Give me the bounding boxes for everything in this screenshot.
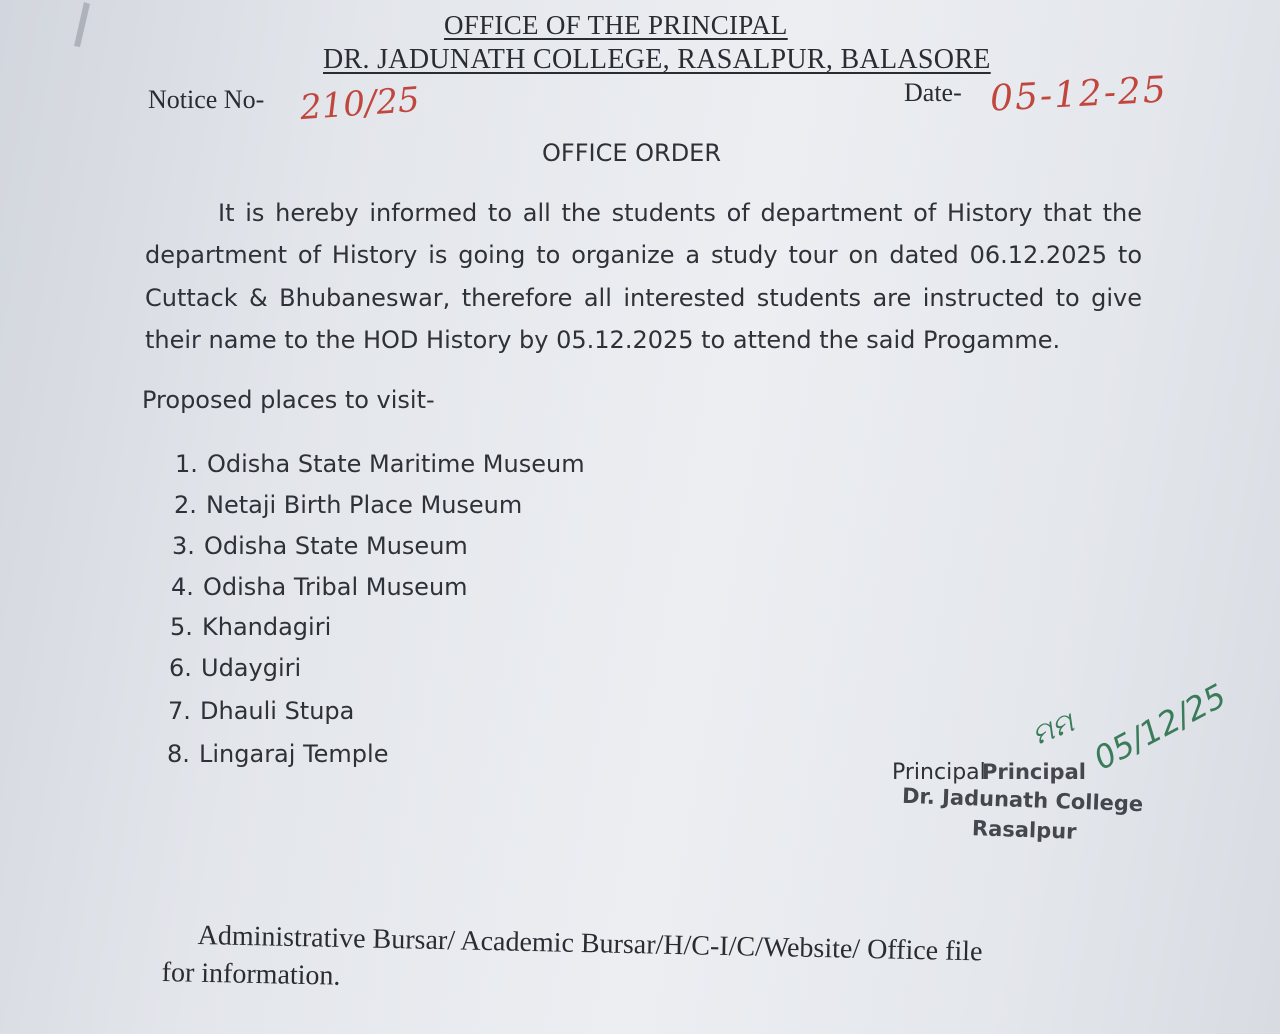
list-item (175, 450, 585, 478)
signature-date: 05/12/25 (1087, 676, 1233, 778)
date-label: Date- (904, 78, 962, 107)
list-item (171, 573, 468, 601)
list-item-number: 1. (175, 450, 198, 478)
footer-distribution: Administrative Bursar/ Academic Bursar/H/C-I/C/Website/ Office file (197, 920, 983, 968)
body-line: department of History is going to organize a study tour on dated 06.12.2025 to (145, 241, 1142, 269)
body-line: their name to the HOD History by 05.12.2025 to attend the said Progamme. (145, 326, 1061, 354)
list-item-number: 7. (168, 697, 191, 725)
list-item-name: Odisha State Maritime Museum (207, 450, 585, 478)
places-label: Proposed places to visit- (142, 386, 435, 414)
body-line: It is hereby informed to all the students of department of History that the (218, 199, 1142, 227)
principal-label: Principal (892, 760, 986, 785)
body-line: Cuttack & Bhubaneswar, therefore all interested students are instructed to give (145, 284, 1142, 312)
list-item-number: 2. (174, 491, 197, 519)
list-item-name: Khandagiri (202, 613, 332, 641)
signature-block (890, 676, 1233, 860)
order-title: OFFICE ORDER (542, 139, 722, 167)
list-item-name: Netaji Birth Place Museum (206, 491, 523, 519)
list-item (172, 532, 468, 560)
stamp-place: Rasalpur (971, 816, 1077, 844)
list-item (168, 697, 354, 725)
college-heading: DR. JADUNATH COLLEGE, RASALPUR, BALASORE (323, 44, 991, 75)
list-item-number: 8. (167, 740, 190, 768)
footer-purpose: for information. (161, 957, 341, 992)
list-item-name: Odisha State Museum (204, 532, 468, 560)
list-item-name: Odisha Tribal Museum (203, 573, 468, 601)
date-value: 05-12-25 (989, 69, 1169, 120)
list-item-name: Udaygiri (201, 654, 302, 682)
list-item-number: 5. (170, 613, 193, 641)
list-item (170, 613, 331, 641)
pen-mark-icon (70, 0, 92, 48)
list-item (167, 740, 388, 768)
list-item (169, 654, 301, 682)
list-item-number: 4. (171, 573, 194, 601)
list-item-number: 3. (172, 532, 195, 560)
notice-number: 210/25 (298, 79, 421, 129)
stamp-college: Dr. Jadunath College (901, 783, 1144, 817)
signature-initials: ମମ (1027, 705, 1079, 752)
list-item-number: 6. (169, 654, 192, 682)
stamp-title: Principal (982, 760, 1086, 784)
list-item (174, 491, 522, 519)
office-heading: OFFICE OF THE PRINCIPAL (444, 10, 788, 40)
list-item-name: Lingaraj Temple (199, 740, 389, 768)
notice-label: Notice No- (148, 85, 265, 114)
list-item-name: Dhauli Stupa (200, 697, 355, 725)
